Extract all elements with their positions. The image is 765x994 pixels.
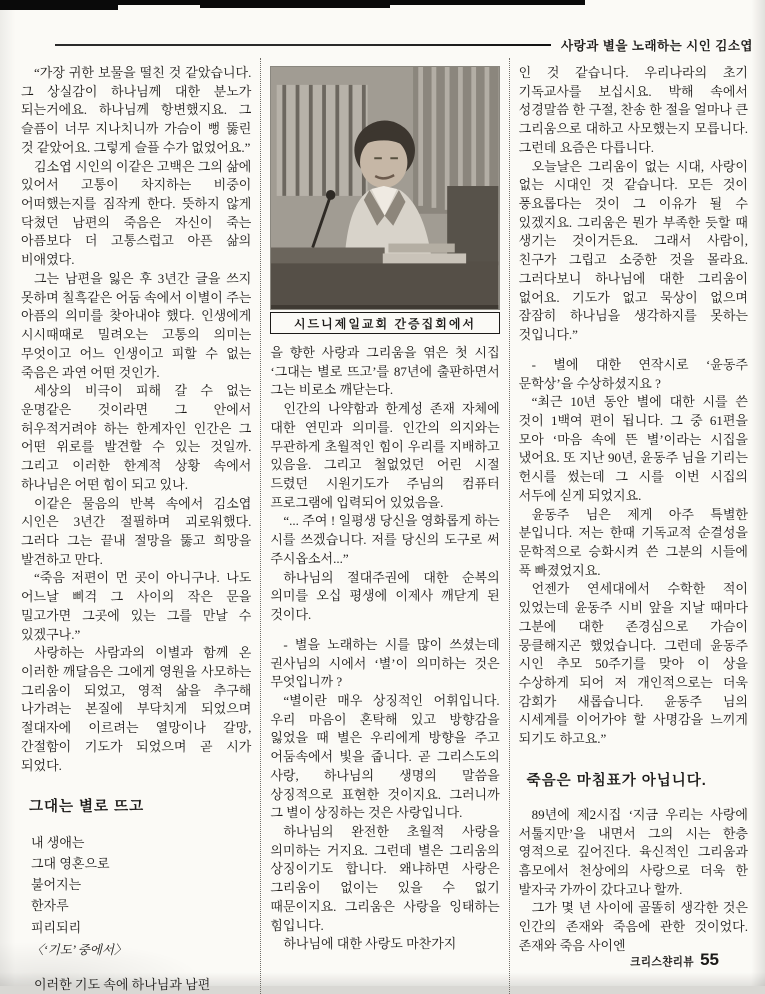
section-heading-poem-title: 그대는 별로 뜨고 <box>29 799 145 816</box>
paragraph: 오늘날은 그리움이 없는 시대, 사랑이 없는 시대인 것 같습니다. 모든 것이 풍요롭다는 것이 그 이유가 될 수 있겠지요. 그리움은 뭔가 부족한 듯할 때 생기는 것이거든요. 그래서 사람이, 친구가 그립고 소중한 것을 몰라요. 그러다보니 하나님에 대한 그리움이 없어요. 기도가 없고 묵상이 없으며 잠잠히 하나님을 생각하지를 못하는 것입니다.” <box>518 158 748 343</box>
column-2-answers <box>270 692 499 954</box>
page-number: 55 <box>700 950 719 969</box>
column-3-paragraphs <box>519 158 748 345</box>
header-rule <box>55 44 551 46</box>
column-3-answers <box>519 393 748 749</box>
column-1 <box>12 58 260 994</box>
paragraph: 김소엽 시인의 이같은 고백은 그의 삶에 있어서 고통이 차지하는 비중이 어떠했는지를 짐작케 한다. 뜻하지 않게 닥쳤던 남편의 죽음은 자신이 죽는 아픔보다 더 고통스럽고 아픈 삶의 비애였다. <box>21 158 252 268</box>
paragraph: 윤동주 님은 제게 아주 특별한 분입니다. 저는 한때 기독교적 순결성을 문학적으로 승화시켜 쓴 그분의 시들에 푹 빠졌었지요. <box>518 506 748 578</box>
page-header <box>55 36 753 54</box>
paragraph: 그는 남편을 잃은 후 3년간 글을 쓰지 못하며 칠흑같은 어둠 속에서 이별이 주는 아픔의 의미를 찾아내야 했다. 인생에게 시시때때로 밀려오는 고통의 의미는 무엇이고 어느 인생이고 피할 수 없는 죽음은 과연 어떤 것인가. <box>21 270 252 380</box>
paragraph: 이같은 물음의 반복 속에서 김소엽 시인은 3년간 절필하며 괴로워했다. 그러다 그는 끝내 절망을 뚫고 희망을 발견하고 만다. <box>21 495 252 567</box>
poem-source: 〈‘기도’ 중에서〉 <box>31 942 127 957</box>
paragraph: “가장 귀한 보물을 떨친 것 같았습니다. 그 상실감이 하나님께 대한 분노가 되는거에요. 하나님께 항변했지요. 그 슬픔이 너무 지나치니까 가슴이 뻥 뚫린 것 같았어요. 그렇게 슬플 수가 없었어요.” <box>21 65 252 155</box>
column-3 <box>509 58 757 994</box>
column-2 <box>260 58 508 994</box>
scan-artifact-topbar-mid <box>200 0 390 8</box>
column-1-paragraphs <box>21 64 251 775</box>
paragraph: “죽음 저편이 먼 곳이 아니구나. 나도 어느날 삐걱 그 사이의 작은 문을 밀고가면 그곳에 있는 그를 만날 수 있겠구나.” <box>21 570 252 642</box>
interview-question: - 별에 대한 연작시로 ‘윤동주 문학상’을 수상하셨지요 ? <box>518 356 748 391</box>
paragraph: 그가 몇 년 사이에 골똘히 생각한 것은 인간의 존재와 죽음에 관한 것이었다. 존재와 죽음 사이엔 <box>518 900 748 953</box>
paragraph: 인 것 같습니다. 우리나라의 초기 기독교사를 보십시요. 박해 속에서 성경말씀 한 구절, 찬송 한 절을 얼마나 큰 그리움으로 대하고 사모했는지 모릅니다. 그런데 요즘은 다릅니다. <box>518 65 748 155</box>
section-heading-death: 죽음은 마침표가 아닙니다. <box>526 772 707 789</box>
paragraph: 89년에 제2시집 ‘지금 우리는 사랑에 서툴지만’을 내면서 그의 시는 한층 영적으로 깊어진다. 육신적인 그리움과 흠모에서 천상에의 사랑으로 더욱 한 발자국 가까이 갔다고나 할까. <box>518 806 748 897</box>
article-running-title: 사랑과 별을 노래하는 시인 김소엽 <box>561 39 753 53</box>
poem-line: 한자루 <box>31 898 69 914</box>
paragraph: 세상의 비극이 피해 갈 수 없는 운명같은 것이라면 그 안에서 허우적거려야 하는 한계자인 인간은 그 어떤 위로를 발견할 수 있는 것일까. 그리고 이러한 한계적 상황 속에서 하나님은 어떤 힘이 되고 있나. <box>21 383 252 492</box>
poem-line: 피리되리 <box>31 919 82 935</box>
photo-caption: 시드니제일교회 간증집회에서 <box>270 312 499 334</box>
paragraph: 이러한 기도 속에 하나님과 남편 <box>34 976 211 992</box>
paragraph: “최근 10년 동안 별에 대한 시를 쓴 것이 1백여 편이 됩니다. 그 중 61편을 모아 ‘마음 속에 뜬 별’이라는 시집을 냈어요. 또 지난 90년, 윤동주 님을 기리는 헌시를 썼는데 그 시를 이번 시집의 서두에 싣게 되었지요. <box>518 394 748 503</box>
paragraph: 하나님에 대한 사랑도 마찬가지 <box>283 936 457 952</box>
page-footer <box>630 950 719 970</box>
column-3-closing <box>519 806 748 956</box>
column-2-paragraphs <box>270 400 499 625</box>
poem-line: 불어지는 <box>31 877 82 893</box>
paragraph: 하나님의 완전한 초월적 사랑을 의미하는 거지요. 그런데 별은 그리움의 상징이기도 합니다. 왜냐하면 사랑은 그리움이 없이는 있을 수 없기 때문이지요. 그리움은 사랑을 잉태하는 힘입니다. <box>270 823 500 933</box>
poem-line: 내 생애는 <box>31 835 85 851</box>
magazine-name: 크리스챤리뷰 <box>630 955 695 969</box>
poem-line: 그대 영혼으로 <box>31 856 110 872</box>
paragraph: 언젠가 연세대에서 수학한 적이 있었는데 윤동주 시비 앞을 지날 때마다 그분에 대한 존경심으로 가슴이 뭉클해지곤 했었습니다. 그런데 윤동주 시인 추모 50주기를 맞아 이 상을 수상하게 되어 저 개인적으로는 더욱 감회가 새롭습니다. 윤동주 님의 시세계를 이어가야 할 사명감을 느끼게 되기도 하고요.” <box>518 581 748 747</box>
speaker-photo <box>270 66 499 310</box>
paragraph: 을 향한 사랑과 그리움을 엮은 첫 시집 ‘그대는 별로 뜨고’를 87년에 출판하면서 그는 비로소 깨닫는다. <box>270 345 500 398</box>
paragraph: 사랑하는 사람과의 이별과 함께 온 이러한 깨달음은 그에게 영원을 사모하는 그리움이 되었고, 영적 삶을 추구해 나가려는 본질에 부닥치게 되었으며 절대자에 이르려는 열망이나 갈망, 간절함이 기도가 되었으며 곧 시가 되었다. <box>21 645 252 773</box>
paragraph: “별이란 매우 상징적인 어휘입니다. 우리 마음이 혼탁해 있고 방향감을 잃었을 때 별은 우리에게 방향을 주고 어둠속에서 빛을 줍니다. 곧 그리스도의 사랑, 하나님의 생명의 말씀을 상징적으로 표현한 것이지요. 그러니까 그 별이 상징하는 것은 사랑입니다. <box>270 692 500 821</box>
paragraph: 인간의 나약함과 한계성 존재 자체에 대한 연민과 의미를. 인간의 의지와는 무관하게 초월적인 힘이 우리를 지배하고 있음을. 그리고 철없었던 어린 시절 드렸던 시원기도가 주님의 컴퓨터 프로그램에 입력되어 있었음을. <box>270 401 500 510</box>
poem-excerpt <box>31 832 251 937</box>
interview-question: - 별을 노래하는 시를 많이 쓰셨는데 권사님의 시에서 ‘별’이 의미하는 것은 무엇입니까 ? <box>270 636 500 690</box>
scan-artifact-topbar-thick <box>0 0 118 10</box>
paragraph: “... 주여 ! 일평생 당신을 영화롭게 하는 시를 쓰겠습니다. 저를 당신의 도구로 써 주시옵소서...” <box>270 513 500 566</box>
paragraph: 하나님의 절대주권에 대한 순복의 의미를 오십 평생에 이제사 깨닫게 된 것이다. <box>270 569 500 623</box>
photo-figure <box>270 66 499 334</box>
